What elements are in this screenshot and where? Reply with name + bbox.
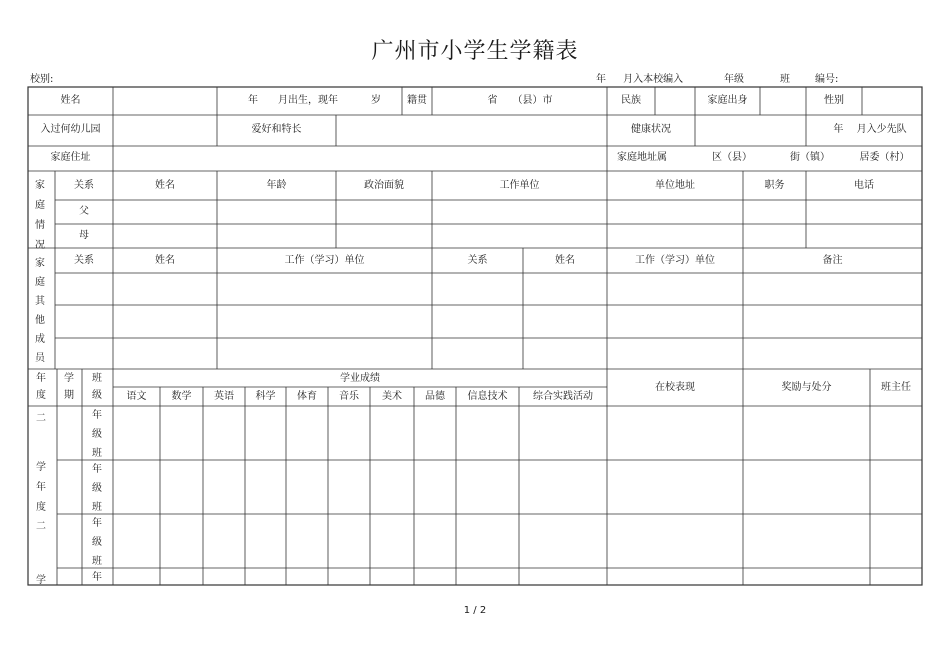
term4-grade: 年	[92, 572, 102, 583]
performance-label: 在校表现	[655, 382, 695, 393]
academic-class-label: 班级	[92, 373, 102, 401]
subject-english: 英语	[214, 391, 234, 402]
grade-label: 年级	[724, 74, 744, 85]
district-label: 区（县）	[712, 152, 752, 163]
family-header-age: 年龄	[266, 180, 287, 191]
street-label: 街（镇）	[790, 152, 830, 163]
academic-year-label: 年度	[36, 373, 46, 401]
family-side-label: 家庭情况	[35, 180, 45, 251]
class-label: 班	[780, 74, 790, 85]
page-title: 广州市小学生学籍表	[371, 39, 579, 64]
pioneer-label: 年 月入少先队	[833, 124, 907, 135]
health-label: 健康状况	[631, 124, 671, 135]
family-header-work-address: 单位地址	[655, 180, 695, 191]
family-header-workplace: 工作单位	[499, 180, 540, 191]
family-header-position: 职务	[764, 180, 785, 191]
native-place-label: 籍贯	[407, 95, 427, 106]
other-header-relation-2: 关系	[467, 255, 488, 266]
gender-label: 性别	[824, 95, 844, 106]
subject-morality: 品德	[425, 391, 445, 402]
subject-practice: 综合实践活动	[533, 391, 593, 402]
year1-top: 二	[36, 413, 46, 424]
term2-grade-class: 年级班	[92, 464, 102, 513]
committee-label: 居委（村）	[859, 152, 910, 163]
page-number: 1 / 2	[463, 605, 487, 616]
name-label: 姓名	[60, 95, 81, 106]
subject-music: 音乐	[339, 391, 359, 402]
academic-term-label: 学期	[64, 373, 74, 401]
school-label: 校别:	[30, 74, 54, 85]
other-header-relation-1: 关系	[74, 255, 94, 266]
family-row-mother: 母	[79, 230, 89, 241]
other-header-workplace-2: 工作（学习）单位	[635, 255, 715, 266]
year1-bottom: 学年度	[36, 462, 46, 513]
address-label: 家庭住址	[50, 152, 91, 163]
enroll-label: 年 月入本校编入	[596, 74, 684, 85]
number-label: 编号:	[815, 74, 839, 85]
other-header-workplace-1: 工作（学习）单位	[284, 255, 365, 266]
other-side-label: 家庭其他成员	[35, 258, 45, 364]
subject-chinese: 语文	[126, 391, 147, 402]
subject-art: 美术	[382, 391, 402, 402]
birth-label: 年 月出生，现年	[248, 95, 338, 106]
hobbies-label: 爱好和特长	[251, 124, 302, 135]
year2-bottom: 学	[36, 575, 46, 586]
year2-top: 二	[36, 521, 46, 532]
other-header-remarks: 备注	[822, 255, 843, 266]
family-header-political: 政治面貌	[364, 180, 404, 191]
family-header-phone: 电话	[854, 180, 874, 191]
academic-scores-label: 学业成绩	[340, 373, 380, 384]
term1-grade-class: 年级班	[92, 410, 102, 459]
province-city-label: 省 （县）市	[487, 95, 553, 106]
other-header-name-1: 姓名	[155, 255, 175, 266]
other-header-name-2: 姓名	[555, 255, 575, 266]
subject-science: 科学	[255, 391, 276, 402]
address-district-label: 家庭地址属	[617, 152, 667, 163]
age-unit-label: 岁	[371, 95, 381, 106]
subject-math: 数学	[171, 391, 192, 402]
ethnicity-label: 民族	[621, 95, 641, 106]
awards-label: 奖励与处分	[781, 382, 832, 393]
subject-it: 信息技术	[467, 391, 508, 402]
family-row-father: 父	[79, 206, 89, 217]
teacher-label: 班主任	[881, 382, 911, 393]
kindergarten-label: 入过何幼儿园	[40, 124, 101, 135]
family-origin-label: 家庭出身	[707, 95, 748, 106]
family-header-relation: 关系	[74, 180, 94, 191]
term3-grade-class: 年级班	[92, 518, 102, 567]
family-header-name: 姓名	[155, 180, 175, 191]
subject-pe: 体育	[297, 391, 317, 402]
